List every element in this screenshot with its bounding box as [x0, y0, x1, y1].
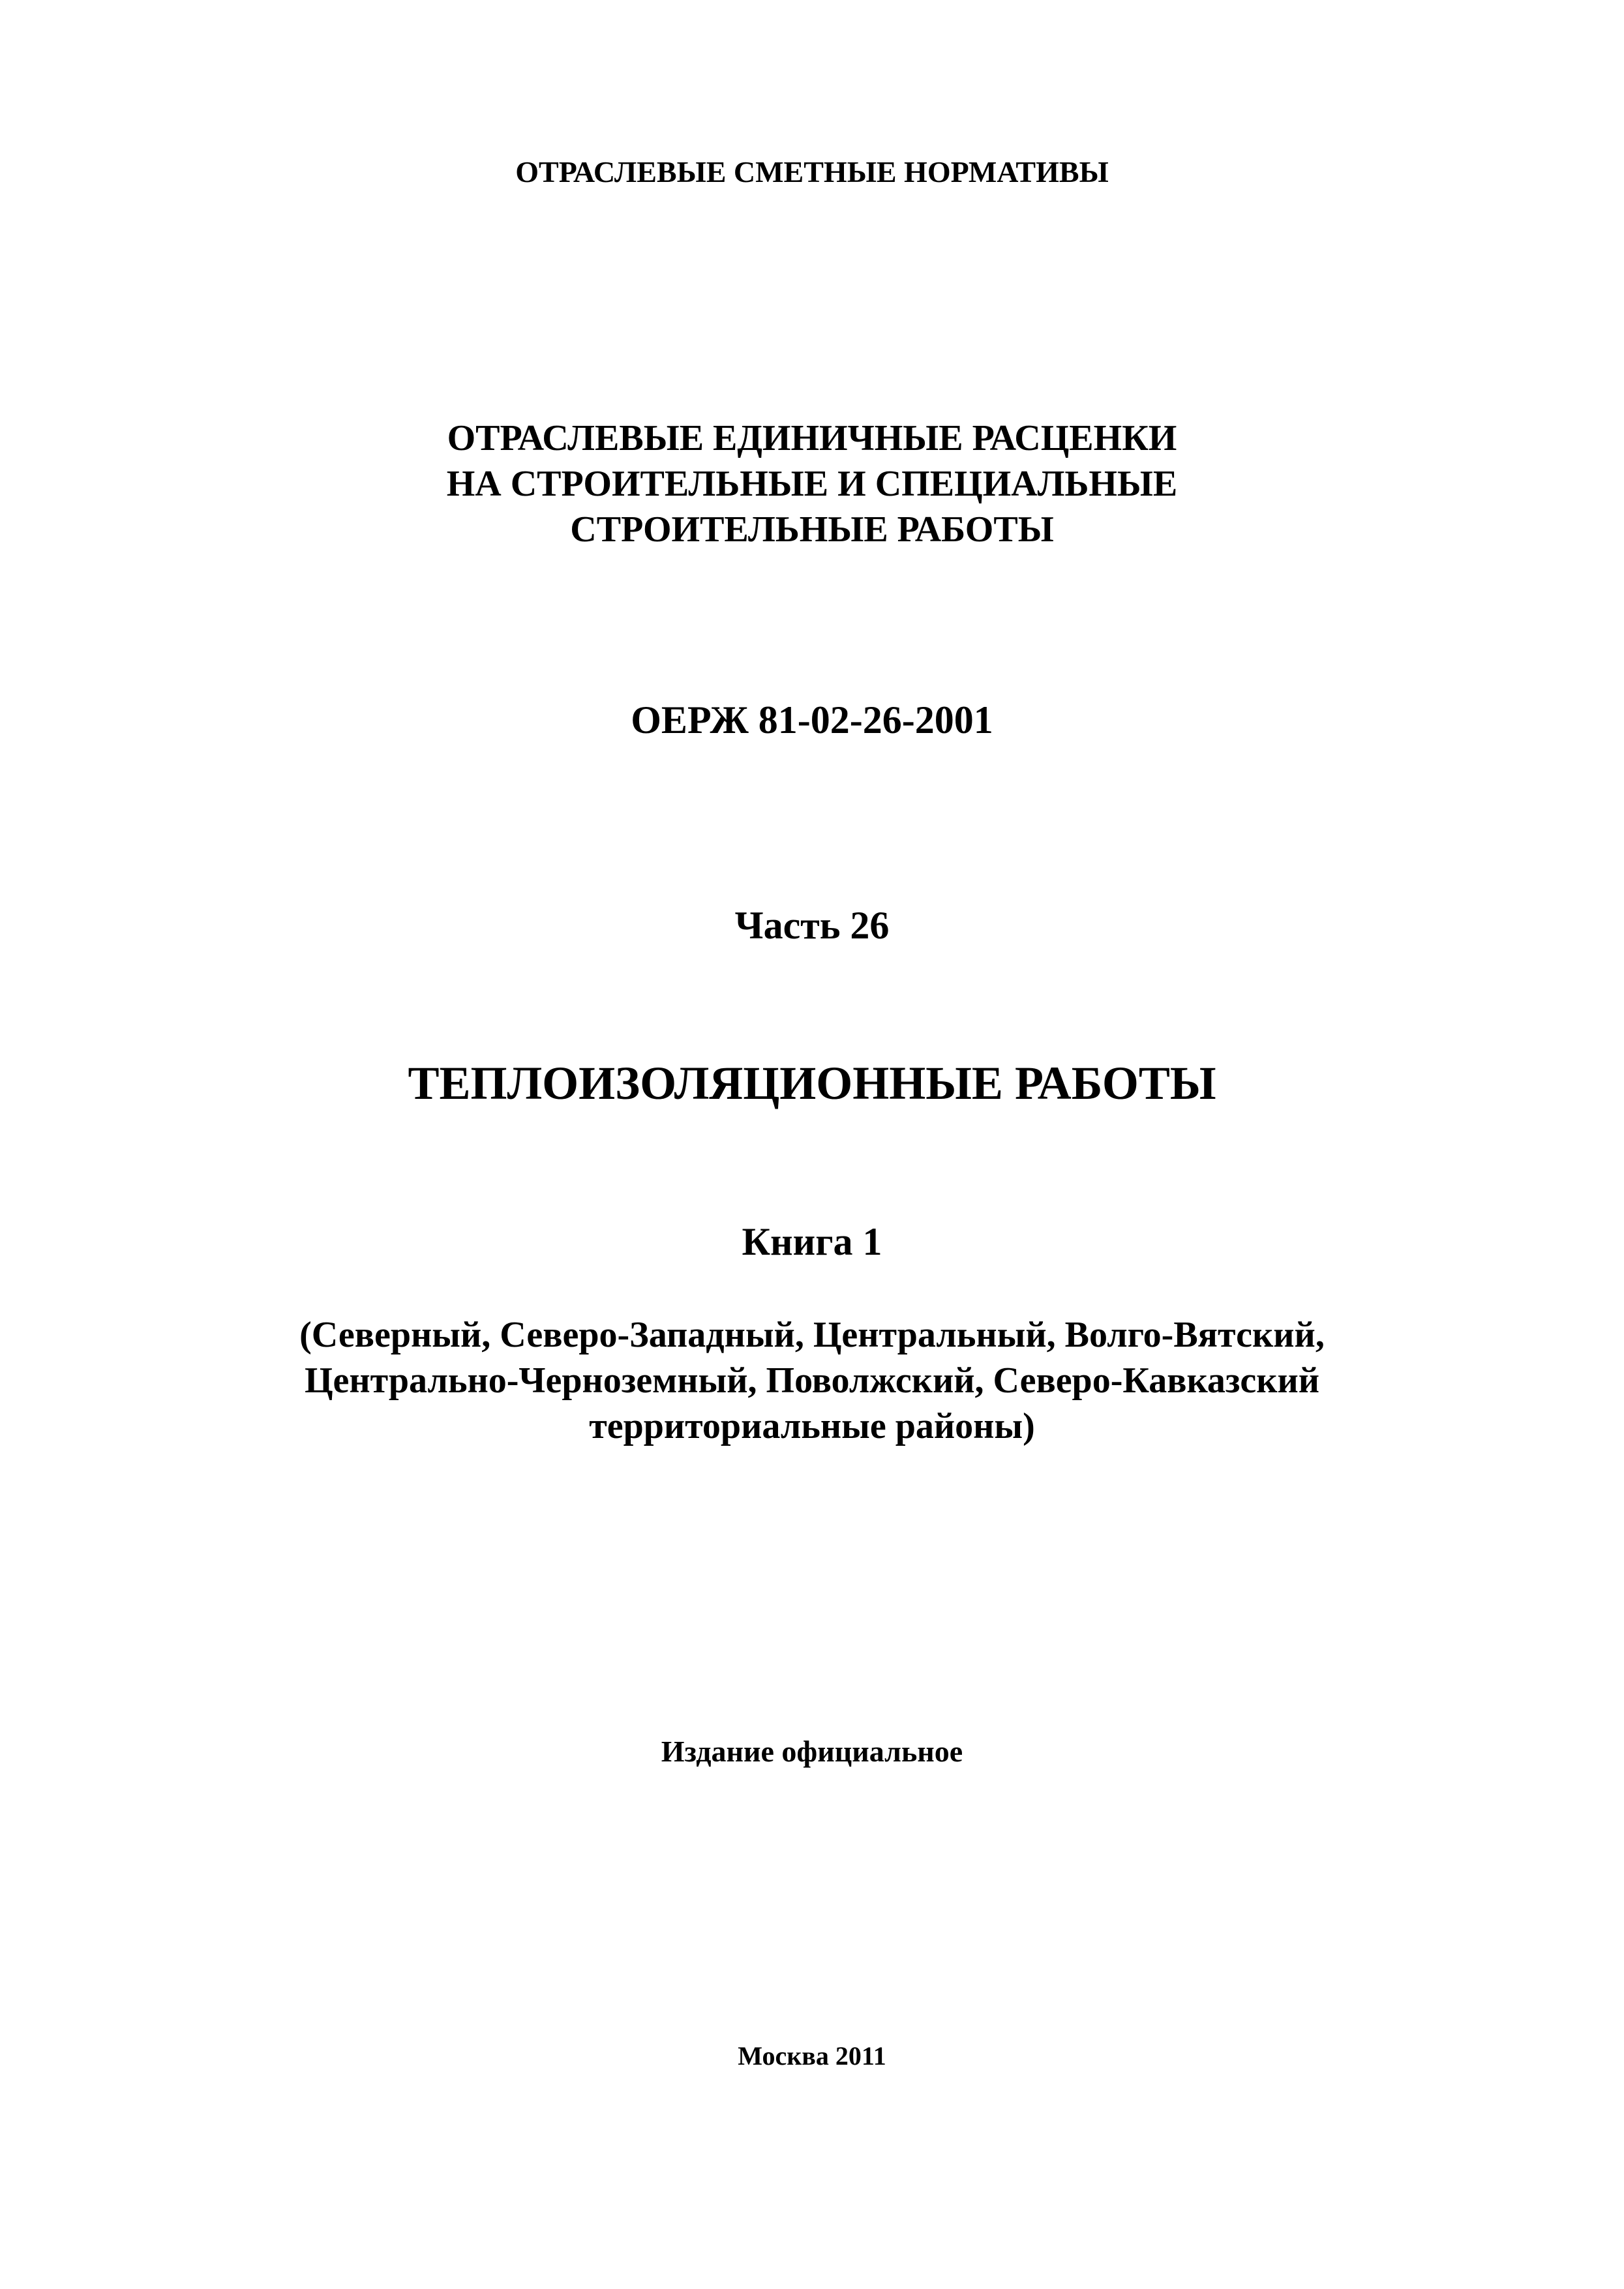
document-code: ОЕРЖ 81-02-26-2001: [631, 698, 993, 741]
book-number: Книга 1: [742, 1220, 882, 1263]
part-number: Часть 26: [734, 904, 890, 947]
edition-label: Издание официальное: [661, 1735, 963, 1768]
main-title-line-2: НА СТРОИТЕЛЬНЫЕ И СПЕЦИАЛЬНЫЕ: [446, 464, 1178, 504]
main-title-line-3: СТРОИТЕЛЬНЫЕ РАБОТЫ: [570, 509, 1054, 550]
regions-line-2: Центрально-Черноземный, Поволжский, Северо-Кавказский: [304, 1360, 1320, 1401]
place-year: Москва 2011: [738, 2041, 886, 2071]
subject-title: ТЕПЛОИЗОЛЯЦИОННЫЕ РАБОТЫ: [408, 1057, 1216, 1109]
regions-line-1: (Северный, Северо-Западный, Центральный, Волго-Вятский,: [299, 1315, 1325, 1355]
main-title-line-1: ОТРАСЛЕВЫЕ ЕДИНИЧНЫЕ РАСЦЕНКИ: [447, 418, 1177, 458]
series-title: ОТРАСЛЕВЫЕ СМЕТНЫЕ НОРМАТИВЫ: [515, 155, 1109, 188]
regions-line-3: территориальные районы): [589, 1406, 1035, 1446]
main-title: [0, 417, 1624, 554]
regions-list: [0, 1314, 1624, 1451]
